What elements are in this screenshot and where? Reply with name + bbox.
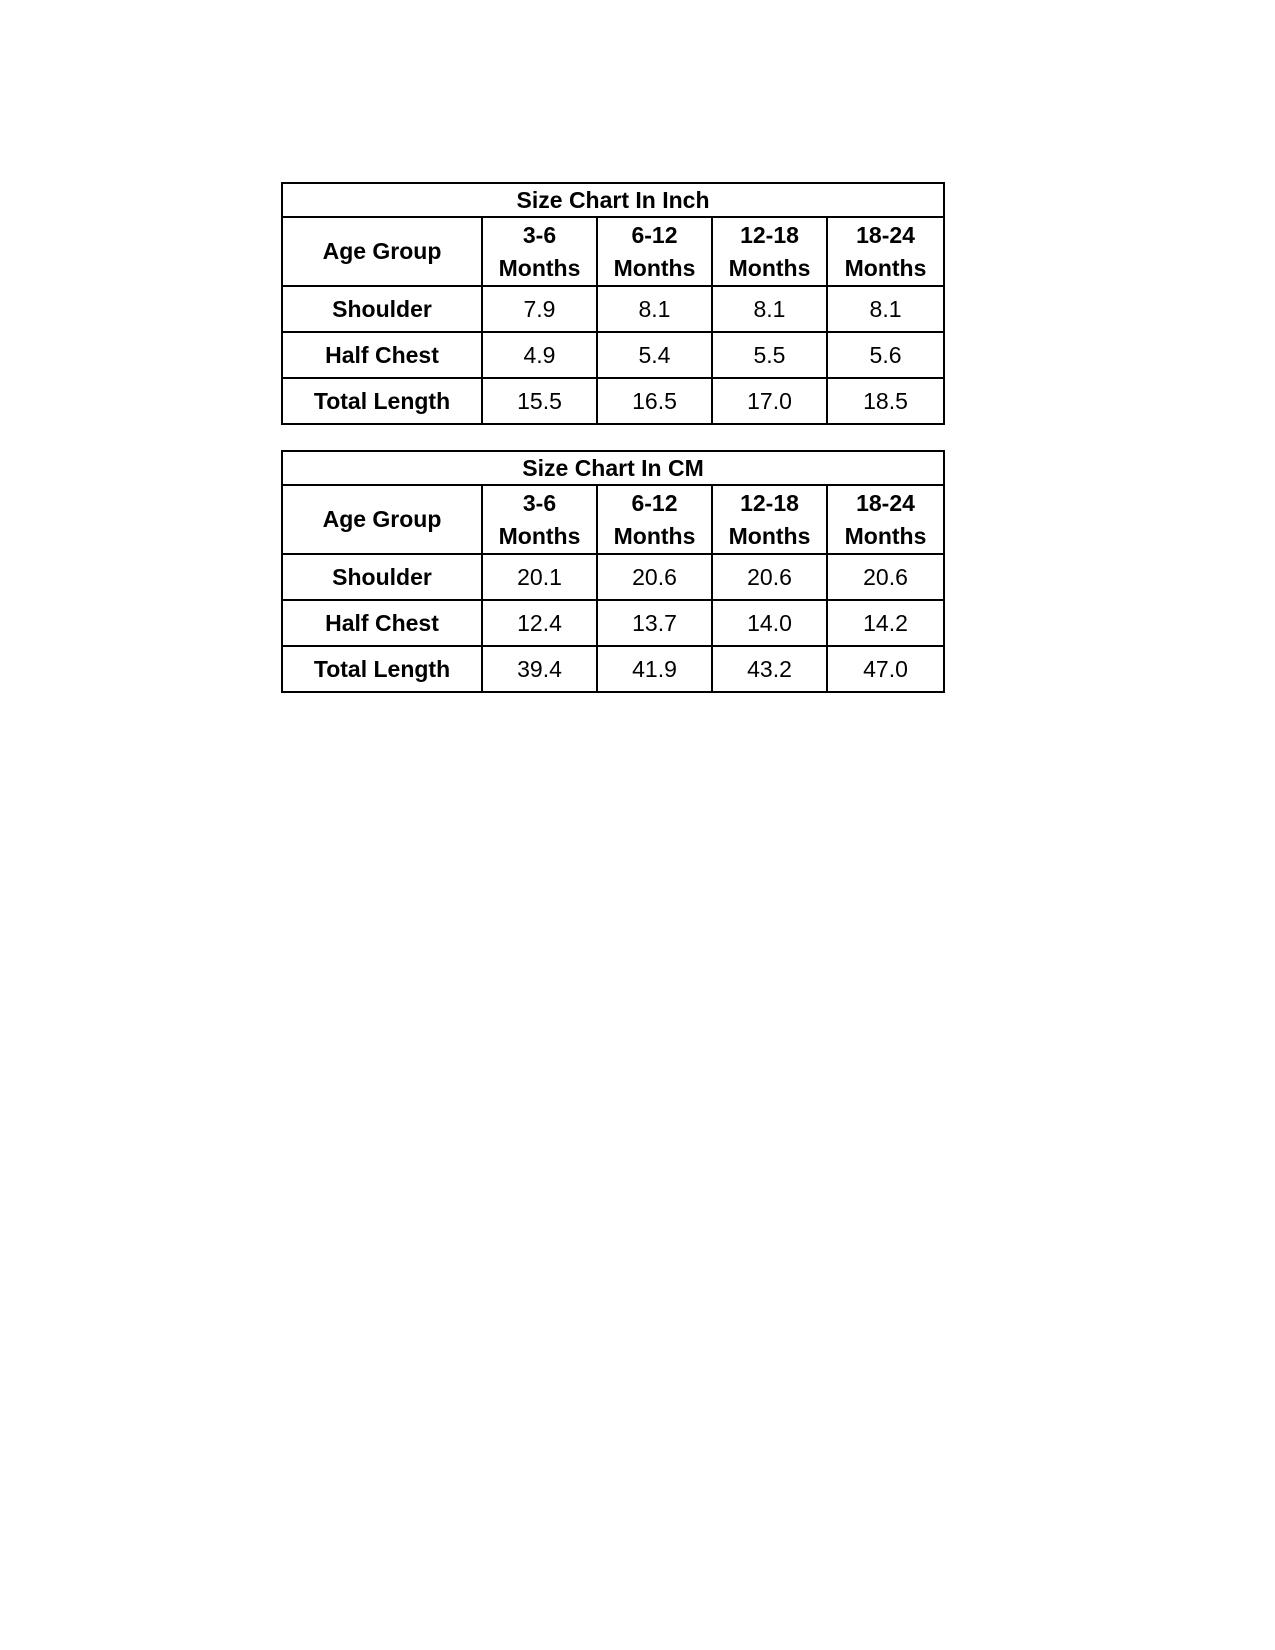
column-header: 6-12 Months — [597, 217, 712, 286]
column-header: 6-12 Months — [597, 485, 712, 554]
table-cell: 5.4 — [597, 332, 712, 378]
row-label: Shoulder — [282, 554, 482, 600]
table-row — [282, 600, 944, 646]
column-header: 12-18 Months — [712, 485, 827, 554]
table-cell: 16.5 — [597, 378, 712, 424]
table-cell: 14.2 — [827, 600, 944, 646]
column-header: 18-24 Months — [827, 485, 944, 554]
table-cell: 13.7 — [597, 600, 712, 646]
row-label: Half Chest — [282, 600, 482, 646]
table-cell: 5.6 — [827, 332, 944, 378]
table-cell: 12.4 — [482, 600, 597, 646]
table-title: Size Chart In CM — [282, 451, 944, 485]
table-cell: 20.6 — [827, 554, 944, 600]
table-row — [282, 332, 944, 378]
table-cell: 18.5 — [827, 378, 944, 424]
age-group-label: Age Group — [282, 217, 482, 286]
table-cell: 8.1 — [827, 286, 944, 332]
table-cell: 39.4 — [482, 646, 597, 692]
size-chart-cm-table — [281, 450, 945, 693]
row-label: Half Chest — [282, 332, 482, 378]
row-label: Total Length — [282, 378, 482, 424]
row-label: Shoulder — [282, 286, 482, 332]
table-cell: 8.1 — [712, 286, 827, 332]
column-header: 3-6 Months — [482, 217, 597, 286]
table-cell: 20.6 — [597, 554, 712, 600]
table-row — [282, 554, 944, 600]
table-cell: 43.2 — [712, 646, 827, 692]
table-cell: 17.0 — [712, 378, 827, 424]
table-cell: 5.5 — [712, 332, 827, 378]
table-cell: 20.1 — [482, 554, 597, 600]
table-row — [282, 378, 944, 424]
column-header: 18-24 Months — [827, 217, 944, 286]
column-header: 3-6 Months — [482, 485, 597, 554]
table-row — [282, 646, 944, 692]
size-chart-inch-table — [281, 182, 945, 425]
table-cell: 7.9 — [482, 286, 597, 332]
table-cell: 47.0 — [827, 646, 944, 692]
age-group-label: Age Group — [282, 485, 482, 554]
table-cell: 41.9 — [597, 646, 712, 692]
table-cell: 14.0 — [712, 600, 827, 646]
table-title: Size Chart In Inch — [282, 183, 944, 217]
table-cell: 8.1 — [597, 286, 712, 332]
table-row — [282, 286, 944, 332]
column-header: 12-18 Months — [712, 217, 827, 286]
row-label: Total Length — [282, 646, 482, 692]
table-cell: 15.5 — [482, 378, 597, 424]
table-cell: 20.6 — [712, 554, 827, 600]
table-cell: 4.9 — [482, 332, 597, 378]
